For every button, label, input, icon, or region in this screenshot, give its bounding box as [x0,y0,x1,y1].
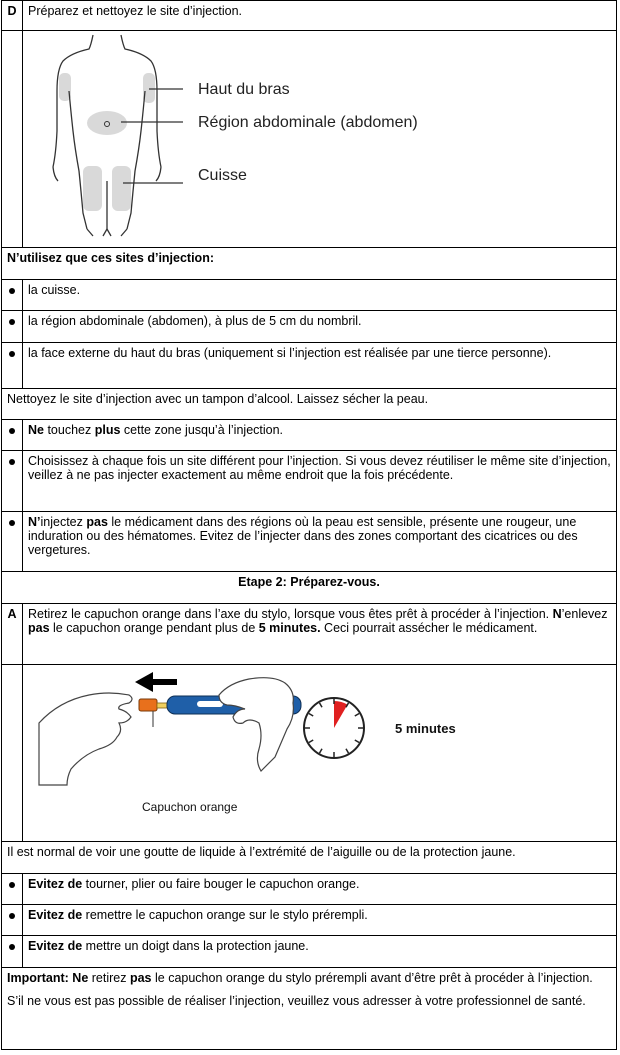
site-thigh: la cuisse. [23,280,617,311]
avoid-finger: Evitez de mettre un doigt dans la protection jaune. [23,936,617,968]
list-item [2,512,617,572]
list-item [2,936,617,968]
pen-diagram-cell [23,665,617,842]
bullet-icon [9,944,15,950]
label-arm: Haut du bras [198,81,290,98]
pen-diagram-row [2,665,617,842]
step2-heading: Etape 2: Préparez-vous. [2,572,617,604]
pen-diagram [23,665,613,838]
bullet-icon [9,288,15,294]
body-diagram [23,31,613,244]
orange-cap [139,699,157,711]
bullet-icon [9,913,15,919]
list-item [2,343,617,389]
right-thigh-zone [112,166,131,211]
step-letter: A [2,604,23,665]
label-abdomen: Région abdominale (abdomen) [198,114,418,131]
no-touch-text: Ne touchez plus cette zone jusqu’à l’injection. [23,420,617,451]
contact-professional-text: S’il ne vous est pas possible de réaliser l’injection, veuillez vous adresser à votre professionnel de santé. [7,994,586,1008]
clean-instruction: Nettoyez le site d’injection avec un tampon d’alcool. Laissez sécher la peau. [2,389,617,420]
arrow-left-icon [135,672,177,692]
left-hand [39,693,132,785]
bullet-icon [9,351,15,357]
rotate-site-text: Choisissez à chaque fois un site différent pour l’injection. Si vous devez réutiliser le même site d’injection, veillez à ne pas injecter exactement au même endroit que la fois précédente. [23,451,617,512]
list-item [2,420,617,451]
step-d-row [2,1,617,31]
step-letter: D [2,1,23,31]
label-minutes: 5 minutes [395,721,456,736]
important-note: Important: Ne retirez pas le capuchon orange du stylo prérempli avant d’être prêt à procéder à l’injection. S’il ne vous est pas possible de réaliser l’injection, veuillez vous adresser à votre professionnel de santé. [2,968,617,1050]
label-thigh: Cuisse [198,167,247,184]
instruction-table [1,0,617,1050]
site-arm: la face externe du haut du bras (uniquement si l’injection est réalisée par une tierce personne). [23,343,617,389]
avoid-twist: Evitez de tourner, plier ou faire bouger le capuchon orange. [23,874,617,905]
left-thigh-zone [83,166,102,211]
pen-window [197,701,223,707]
list-item [2,451,617,512]
site-abdomen: la région abdominale (abdomen), à plus de 5 cm du nombril. [23,311,617,343]
yellow-shield [157,703,167,708]
bullet-icon [9,428,15,434]
sites-heading: N’utilisez que ces sites d’injection: [2,248,617,280]
label-cap: Capuchon orange [142,800,238,814]
list-item [2,311,617,343]
step-a-text: Retirez le capuchon orange dans l’axe du stylo, lorsque vous êtes prêt à procéder à l’injection. N’enlevez pas le capuchon orange pendant plus de 5 minutes. Ceci pourrait assécher le médicament. [23,604,617,665]
step-a-row [2,604,617,665]
drop-text: Il est normal de voir une goutte de liquide à l’extrémité de l’aiguille ou de la protection jaune. [2,842,617,874]
list-item [2,874,617,905]
bullet-icon [9,319,15,325]
bullet-icon [9,520,15,526]
avoid-skin-text: N’injectez pas le médicament dans des régions où la peau est sensible, présente une rougeur, une induration ou des hématomes. Evitez de l’injecter dans des zones comportant des cicatrices ou des vergetures. [23,512,617,572]
abdomen-zone [87,111,127,135]
body-outline [53,35,161,236]
bullet-icon [9,459,15,465]
body-diagram-row [2,31,617,248]
list-item [2,905,617,936]
list-item [2,280,617,311]
avoid-recap: Evitez de remettre le capuchon orange sur le stylo prérempli. [23,905,617,936]
bullet-icon [9,882,15,888]
body-diagram-cell [23,31,617,248]
step-d-text: Préparez et nettoyez le site d’injection. [23,1,617,31]
right-hand [219,678,293,771]
